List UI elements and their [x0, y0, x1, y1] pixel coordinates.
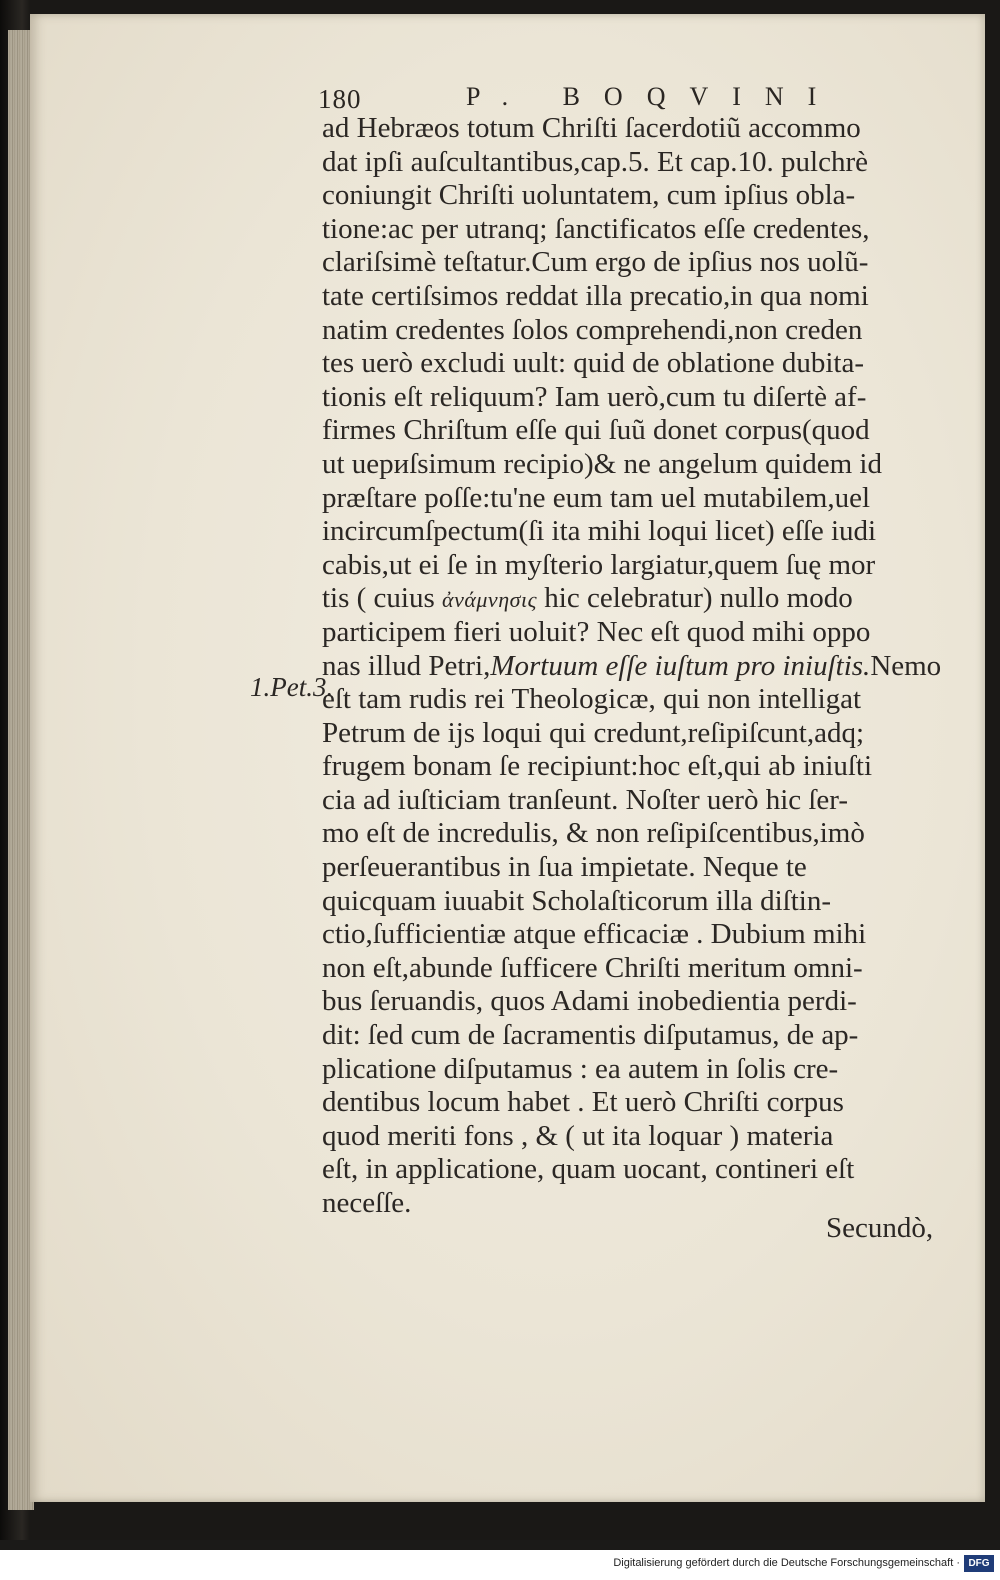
- text-line: participem fieri uoluit? Nec eſt quod mihi oppo: [322, 615, 871, 648]
- text-line: cia ad iuſticiam tranſeunt. Noſter uerò hic ſer-: [322, 783, 849, 816]
- margin-note: 1.Pet.3.: [250, 672, 334, 702]
- funding-credit: Digitalisierung gefördert durch die Deutsche Forschungsgemeinschaft ·: [613, 1557, 960, 1569]
- text-line: perſeuerantibus in ſua impietate. Neque te: [322, 851, 807, 884]
- text-line: Petrum de ijs loqui qui credunt,reſipiſcunt,adq;: [322, 716, 865, 749]
- text-line-greek: [322, 582, 962, 616]
- text-line: dentibus locum habet . Et uerò Chriſti corpus: [322, 1086, 844, 1119]
- text-line: præſtare poſſe:tu'ne eum tam uel mutabilem,uel: [322, 481, 871, 514]
- text-line-quote: [322, 650, 962, 684]
- text-line: neceſſe.: [322, 1187, 412, 1219]
- running-title: P. BOQVINI: [466, 82, 841, 111]
- text-fragment: nas illud Petri,: [322, 649, 491, 682]
- text-line: mo eſt de incredulis, & non reſipiſcentibus,imò: [322, 817, 865, 850]
- text-line: incircumſpectum(ſi ita mihi loqui licet) eſſe iudi: [322, 515, 877, 548]
- page-number: 180: [318, 84, 362, 114]
- text-line: clariſsimè teſtatur.Cum ergo de ipſius nos uolũ-: [322, 246, 869, 279]
- dfg-logo: DFG: [964, 1555, 994, 1572]
- italic-quote: Mortuum eſſe iuſtum pro iniuſtis.: [490, 649, 871, 682]
- body-text: [322, 112, 962, 1221]
- text-fragment: tis ( cuius: [322, 582, 443, 615]
- text-line: natim credentes ſolos comprehendi,non creden: [322, 313, 863, 346]
- text-line: firmes Chriſtum eſſe qui ſuũ donet corpus(quod: [322, 414, 870, 447]
- text-line: quicquam iuuabit Scholaſticorum illa diſtin-: [322, 884, 832, 917]
- text-line: bus ſeruandis, quos Adami inobedientia perdi-: [322, 985, 857, 1018]
- text-line: eſt, in applicatione, quam uocant, contineri eſt: [322, 1153, 855, 1186]
- text-line: quod meriti fons , & ( ut ita loquar ) materia: [322, 1119, 834, 1152]
- footer-bar: [0, 1550, 1000, 1580]
- text-line: coniungit Chriſti uoluntatem, cum ipſius obla-: [322, 179, 856, 212]
- greek-word: ἀνάμνησις: [442, 587, 538, 613]
- text-fragment: Nemo: [870, 649, 942, 682]
- text-line: tate certiſsimos reddat illa precatio,in qua nomi: [322, 279, 869, 312]
- text-line: ctio,ſufficientiæ atque efficaciæ . Dubium mihi: [322, 918, 867, 951]
- text-line: dat ipſi auſcultantibus,cap.5. Et cap.10. pulchrè: [322, 145, 869, 178]
- text-line: ad Hebræos totum Chriſti ſacerdotiũ accommo: [322, 112, 861, 144]
- text-line: frugem bonam ſe recipiunt:hoc eſt,qui ab iniuſti: [322, 750, 873, 783]
- text-line: eſt tam rudis rei Theologicæ, qui non intelligat: [322, 683, 862, 716]
- text-line: tes uerò excludi uult: quid de oblatione dubita-: [322, 347, 865, 380]
- text-line: tione:ac per utranq; ſanctificatos eſſe credentes,: [322, 212, 870, 245]
- text-line: ut uериſsimum recipio)& ne angelum quidem id: [322, 447, 882, 480]
- text-line: cabis,ut ei ſe in myſterio largiatur,quem ſuę mor: [322, 548, 876, 581]
- text-line: tionis eſt reliquum? Iam uerò,cum tu diſertè af-: [322, 380, 867, 413]
- text-line: dit: ſed cum de ſacramentis diſputamus, de ap-: [322, 1019, 859, 1052]
- catchword: Secundò,: [826, 1212, 934, 1244]
- text-fragment: hic celebratur) nullo modo: [537, 582, 853, 615]
- text-line: non eſt,abunde ſufficere Chriſti meritum omni-: [322, 951, 863, 984]
- text-line: plicatione diſputamus : ea autem in ſolis cre-: [322, 1052, 839, 1085]
